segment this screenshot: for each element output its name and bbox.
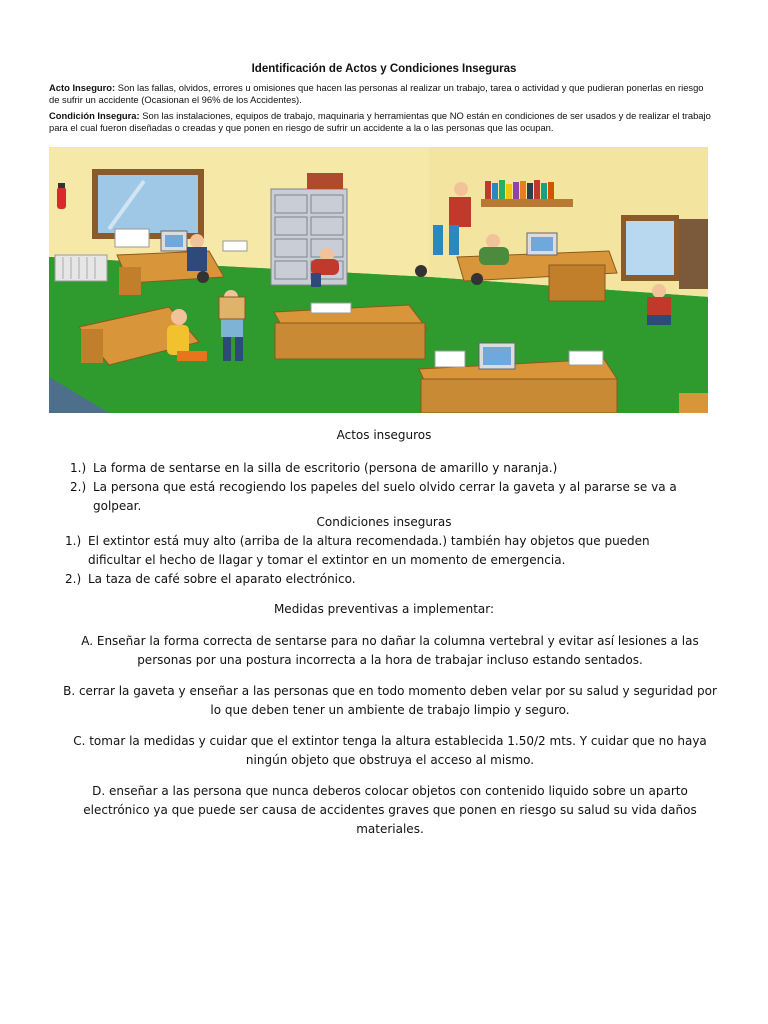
item-number: 1.)	[70, 461, 87, 475]
item-number: 1.)	[65, 534, 82, 548]
medida-c: C. tomar la medidas y cuidar que el extintor tenga la altura establecida 1.50/2 mts. Y cuidar que no haya ningún objeto que obstruya el acceso al mismo.	[73, 734, 707, 767]
medidas-title: Medidas preventivas a implementar:	[273, 602, 495, 616]
condicion-insegura-text: Son las instalaciones, equipos de trabajo, maquinaria y herramientas que NO están en condiciones de ser usados y de realizar el trabajo para el cual fueron diseñadas o creadas y que ponen en riesgo de sufrir un accidente a la o las personas que las ocupan.	[49, 110, 711, 134]
item-number: 2.)	[65, 572, 82, 586]
medida-a: A. Enseñar la forma correcta de sentarse para no dañar la columna vertebral y evitar así lesiones a las personas por una postura incorrecta a la hora de trabajar incluso estando sentados.	[81, 634, 699, 667]
actos-list	[70, 459, 720, 516]
actos-title: Actos inseguros	[336, 428, 432, 442]
header-title: Identificación de Actos y Condiciones Inseguras	[251, 63, 517, 75]
list-item	[70, 478, 720, 516]
condiciones-title: Condiciones inseguras	[316, 515, 452, 529]
item-number: 2.)	[70, 480, 87, 494]
extinguisher-icon	[57, 187, 66, 209]
acto-inseguro-definition	[49, 82, 713, 106]
condicion-insegura-definition	[49, 110, 713, 134]
list-item	[65, 532, 705, 570]
item-text: La taza de café sobre el aparato electrónico.	[88, 572, 356, 586]
item-text: La forma de sentarse en la silla de escritorio (persona de amarillo y naranja.)	[93, 461, 558, 475]
item-text: La persona que está recogiendo los papeles del suelo olvido cerrar la gaveta y al pararse se va a golpear.	[93, 480, 677, 513]
condicion-insegura-label: Condición Insegura:	[49, 110, 140, 121]
list-item	[70, 459, 720, 478]
acto-inseguro-text: Son las fallas, olvidos, errores u omisiones que hacen las personas al realizar un trabajo, tarea o actividad y que pudieran ponerlas en riesgo de sufrir un accidente (Ocasionan el 96% de los Accidentes).	[49, 82, 704, 106]
medida-d: D. enseñar a las persona que nunca deberos colocar objetos con contenido liquido sobre un aparto electrónico ya que puede ser causa de accidentes graves que ponen en riesgo su salud su vida daños materiales.	[83, 784, 697, 836]
item-text: El extintor está muy alto (arriba de la altura recomendada.) también hay objetos que pueden dificultar el hecho de llagar y tomar el extintor en un momento de emergencia.	[88, 534, 650, 567]
medida-b: B. cerrar la gaveta y enseñar a las personas que en todo momento deben velar por su salud y seguridad por lo que deben tener un ambiente de trabajo limpio y seguro.	[63, 684, 717, 717]
office-illustration	[49, 147, 708, 413]
condiciones-list	[65, 532, 705, 589]
acto-inseguro-label: Acto Inseguro:	[49, 82, 116, 93]
list-item	[65, 570, 705, 589]
office-scene-svg	[49, 147, 708, 413]
